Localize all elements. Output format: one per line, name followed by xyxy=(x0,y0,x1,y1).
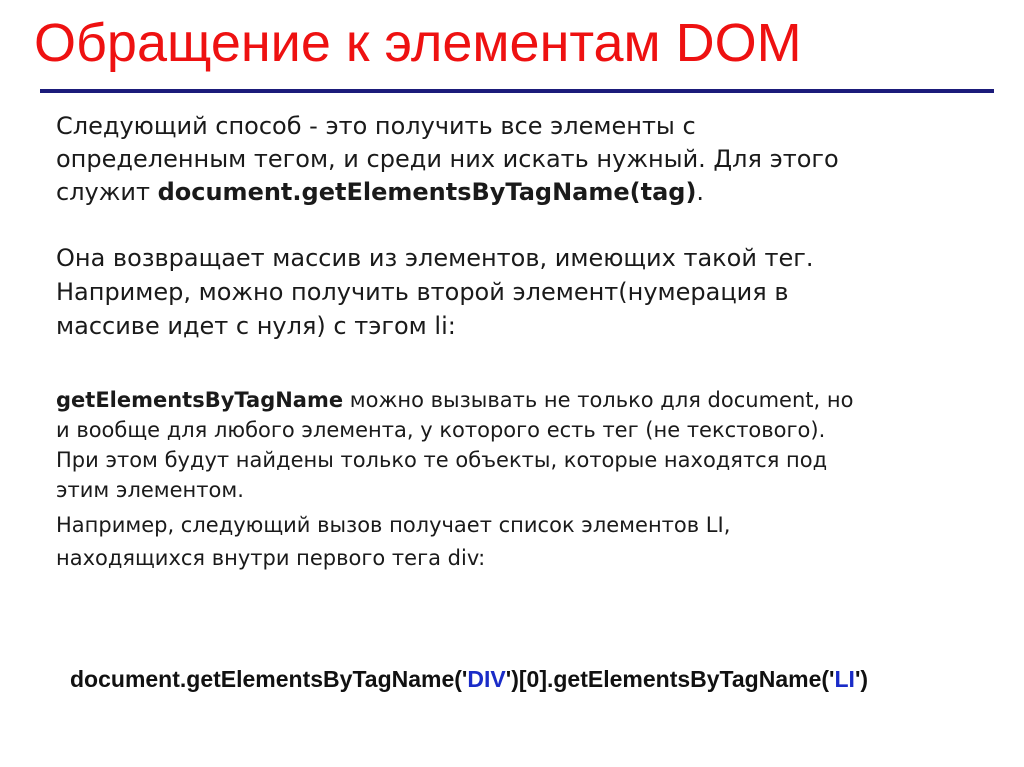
paragraph-example xyxy=(56,509,986,575)
code-part-2: ')[0].getElementsByTagName(' xyxy=(505,666,835,692)
code-arg-div: DIV xyxy=(467,666,506,692)
code-example xyxy=(70,664,868,694)
paragraph1-suffix: . xyxy=(696,178,705,206)
title-divider xyxy=(40,89,994,93)
paragraph1-prefix: служит xyxy=(56,178,158,206)
method-name: getElementsByTagName xyxy=(56,388,344,412)
paragraph-any-element xyxy=(56,385,986,505)
paragraph2-line-1: Она возвращает массив из элементов, имеющих такой тег. xyxy=(56,244,814,272)
paragraph3-line-3: При этом будут найдены только те объекты, которые находятся под xyxy=(56,448,828,472)
paragraph3-line-2: и вообще для любого элемента, у которого есть тег (не текстового). xyxy=(56,418,826,442)
paragraph-getelementsbytagname-intro xyxy=(56,108,986,209)
paragraph4-line-2: находящихся внутри первого тега div: xyxy=(56,546,486,570)
paragraph3-line-4: этим элементом. xyxy=(56,478,244,502)
paragraph2-line-3: массиве идет с нуля) с тэгом li: xyxy=(56,312,456,340)
method-name-full: document.getElementsByTagName(tag) xyxy=(157,178,697,206)
code-part-1: document.getElementsByTagName(' xyxy=(70,666,468,692)
paragraph1-line-2: определенным тегом, и среди них искать нужный. Для этого xyxy=(56,145,839,173)
paragraph2-line-2: Например, можно получить второй элемент(нумерация в xyxy=(56,278,789,306)
paragraph3-line-1-rest: можно вызывать не только для document, но xyxy=(343,388,854,412)
slide-title: Обращение к элементам DOM xyxy=(34,13,802,73)
slide-body xyxy=(56,108,986,575)
paragraph1-line-1: Следующий способ - это получить все элементы с xyxy=(56,112,696,140)
code-part-3: ') xyxy=(854,666,869,692)
code-arg-li: LI xyxy=(834,666,855,692)
paragraph-returns-array xyxy=(56,241,986,343)
paragraph4-line-1: Например, следующий вызов получает список элементов LI, xyxy=(56,513,731,537)
